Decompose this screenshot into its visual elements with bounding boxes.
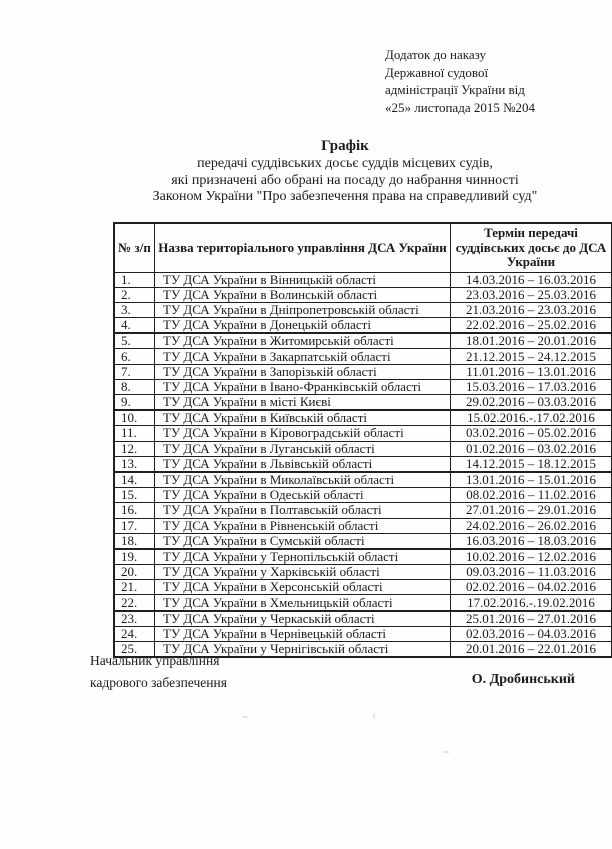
- table-row: [114, 549, 612, 565]
- table-row: [114, 302, 612, 317]
- title-line-4: Законом України "Про забезпечення права на справедливий суд": [152, 189, 538, 204]
- cell-name: ТУ ДСА України в Хмельницькій області: [155, 595, 451, 611]
- cell-name: ТУ ДСА України в Дніпропетровській області: [155, 302, 451, 317]
- cell-name: ТУ ДСА України в Рівненській області: [155, 518, 451, 533]
- schedule-table: [113, 222, 612, 658]
- scan-noise: [373, 713, 375, 719]
- cell-term: 27.01.2016 – 29.01.2016: [451, 503, 612, 518]
- table-row: [114, 533, 612, 549]
- annex-note-line-4: «25» листопада 2015 №204: [385, 99, 535, 115]
- table-row: [114, 580, 612, 595]
- table-head: [114, 223, 612, 272]
- cell-name: ТУ ДСА України в Миколаївській області: [155, 472, 451, 488]
- cell-name: ТУ ДСА України в Донецькій області: [155, 318, 451, 334]
- table-row: [114, 488, 612, 503]
- cell-name: ТУ ДСА України в Одеській області: [155, 488, 451, 503]
- cell-num: 17.: [114, 518, 155, 533]
- column-header-number: № з/п: [114, 223, 155, 272]
- table-row: [114, 379, 612, 394]
- cell-name: ТУ ДСА України в місті Києві: [155, 395, 451, 411]
- table-row: [114, 441, 612, 456]
- column-header-name: Назва територіального управління ДСА України: [155, 223, 451, 272]
- signature-position-line-1: Начальник управління: [90, 653, 220, 668]
- cell-num: 15.: [114, 488, 155, 503]
- cell-term: 25.01.2016 – 27.01.2016: [451, 611, 612, 627]
- table-row: [114, 595, 612, 611]
- cell-name: ТУ ДСА України в Сумській області: [155, 533, 451, 549]
- cell-num: 20.: [114, 565, 155, 580]
- cell-term: 22.02.2016 – 25.02.2016: [451, 318, 612, 334]
- cell-num: 14.: [114, 472, 155, 488]
- cell-term: 10.02.2016 – 12.02.2016: [451, 549, 612, 565]
- table-body: [114, 272, 612, 657]
- annex-note-line-3: адміністрації України від: [385, 82, 525, 97]
- cell-name: ТУ ДСА України у Тернопільській області: [155, 549, 451, 565]
- cell-num: 18.: [114, 533, 155, 549]
- cell-num: 25.: [114, 642, 155, 658]
- cell-name: ТУ ДСА України в Чернівецькій області: [155, 626, 451, 641]
- cell-name: ТУ ДСА України в Запорізькій області: [155, 364, 451, 379]
- cell-num: 5.: [114, 333, 155, 349]
- table-row: [114, 626, 612, 641]
- cell-name: ТУ ДСА України в Житомирській області: [155, 333, 451, 349]
- cell-num: 2.: [114, 287, 155, 302]
- cell-name: ТУ ДСА України в Луганській області: [155, 441, 451, 456]
- cell-num: 8.: [114, 379, 155, 394]
- annex-note-line-2: Державної судової: [385, 64, 489, 80]
- cell-num: 10.: [114, 410, 155, 426]
- table-row: [114, 272, 612, 287]
- cell-term: 02.02.2016 – 04.02.2016: [451, 580, 612, 595]
- cell-num: 9.: [114, 395, 155, 411]
- cell-term: 15.03.2016 – 17.03.2016: [451, 379, 612, 394]
- table-row: [114, 472, 612, 488]
- cell-name: ТУ ДСА України в Херсонській області: [155, 580, 451, 595]
- cell-num: 3.: [114, 302, 155, 317]
- table-row: [114, 565, 612, 580]
- table-row: [114, 410, 612, 426]
- cell-num: 23.: [114, 611, 155, 627]
- cell-name: ТУ ДСА України в Львівській області: [155, 456, 451, 472]
- cell-term: 18.01.2016 – 20.01.2016: [451, 333, 612, 349]
- cell-name: ТУ ДСА України в Вінницькій області: [155, 272, 451, 287]
- cell-name: ТУ ДСА України в Київській області: [155, 410, 451, 426]
- cell-term: 09.03.2016 – 11.03.2016: [451, 565, 612, 580]
- title-line-3: які призначені або обрані на посаду до набрання чинності: [171, 172, 519, 188]
- cell-name: ТУ ДСА України в Івано-Франківській області: [155, 379, 451, 394]
- cell-name: ТУ ДСА України у Харківській області: [155, 565, 451, 580]
- signature-position: [90, 650, 227, 694]
- cell-num: 1.: [114, 272, 155, 287]
- cell-num: 22.: [114, 595, 155, 611]
- table-row: [114, 426, 612, 441]
- table-row: [114, 503, 612, 518]
- cell-term: 03.02.2016 – 05.02.2016: [451, 426, 612, 441]
- cell-term: 24.02.2016 – 26.02.2016: [451, 518, 612, 533]
- cell-num: 24.: [114, 626, 155, 641]
- cell-num: 19.: [114, 549, 155, 565]
- cell-term: 11.01.2016 – 13.01.2016: [451, 364, 612, 379]
- table-row: [114, 318, 612, 334]
- cell-term: 13.01.2016 – 15.01.2016: [451, 472, 612, 488]
- scan-noise: [442, 751, 450, 753]
- cell-num: 12.: [114, 441, 155, 456]
- cell-name: ТУ ДСА України в Полтавській області: [155, 503, 451, 518]
- cell-term: 01.02.2016 – 03.02.2016: [451, 441, 612, 456]
- table-row: [114, 364, 612, 379]
- column-header-term: Термін передачі суддівських досьє до ДСА України: [451, 223, 612, 272]
- cell-num: 16.: [114, 503, 155, 518]
- table-row: [114, 349, 612, 364]
- cell-num: 6.: [114, 349, 155, 364]
- annex-note-line-1: Додаток до наказу: [385, 47, 486, 62]
- cell-num: 7.: [114, 364, 155, 379]
- table-header-row: [114, 223, 612, 272]
- cell-term: 21.12.2015 – 24.12.2015: [451, 349, 612, 364]
- cell-term: 23.03.2016 – 25.03.2016: [451, 287, 612, 302]
- title-heading: Графік: [321, 138, 369, 154]
- title-line-2: передачі суддівських досьє суддів місцевих судів,: [197, 156, 493, 171]
- cell-num: 21.: [114, 580, 155, 595]
- document-title: [80, 137, 610, 206]
- cell-term: 14.03.2016 – 16.03.2016: [451, 272, 612, 287]
- cell-term: 14.12.2015 – 18.12.2015: [451, 456, 612, 472]
- cell-name: ТУ ДСА України в Кіровоградській області: [155, 426, 451, 441]
- cell-term: 08.02.2016 – 11.02.2016: [451, 488, 612, 503]
- cell-num: 4.: [114, 318, 155, 334]
- annex-note: [385, 46, 585, 116]
- table-row: [114, 287, 612, 302]
- table-row: [114, 518, 612, 533]
- signature-name: О. Дробинський: [471, 672, 575, 687]
- cell-name: ТУ ДСА України у Чернігівській області: [155, 642, 451, 658]
- cell-num: 11.: [114, 426, 155, 441]
- cell-term: 02.03.2016 – 04.03.2016: [451, 626, 612, 641]
- table-row: [114, 611, 612, 627]
- table-row: [114, 333, 612, 349]
- cell-term: 16.03.2016 – 18.03.2016: [451, 533, 612, 549]
- cell-name: ТУ ДСА України в Закарпатській області: [155, 349, 451, 364]
- scan-noise: [242, 716, 248, 718]
- cell-name: ТУ ДСА України у Черкаській області: [155, 611, 451, 627]
- cell-num: 13.: [114, 456, 155, 472]
- table-row: [114, 456, 612, 472]
- cell-name: ТУ ДСА України в Волинській області: [155, 287, 451, 302]
- cell-term: 29.02.2016 – 03.03.2016: [451, 395, 612, 411]
- cell-term: 17.02.2016.-.19.02.2016: [451, 595, 612, 611]
- signature-position-line-2: кадрового забезпечення: [90, 675, 227, 690]
- cell-term: 21.03.2016 – 23.03.2016: [451, 302, 612, 317]
- cell-term: 15.02.2016.-.17.02.2016: [451, 410, 612, 426]
- table-row: [114, 395, 612, 411]
- cell-term: 20.01.2016 – 22.01.2016: [451, 642, 612, 658]
